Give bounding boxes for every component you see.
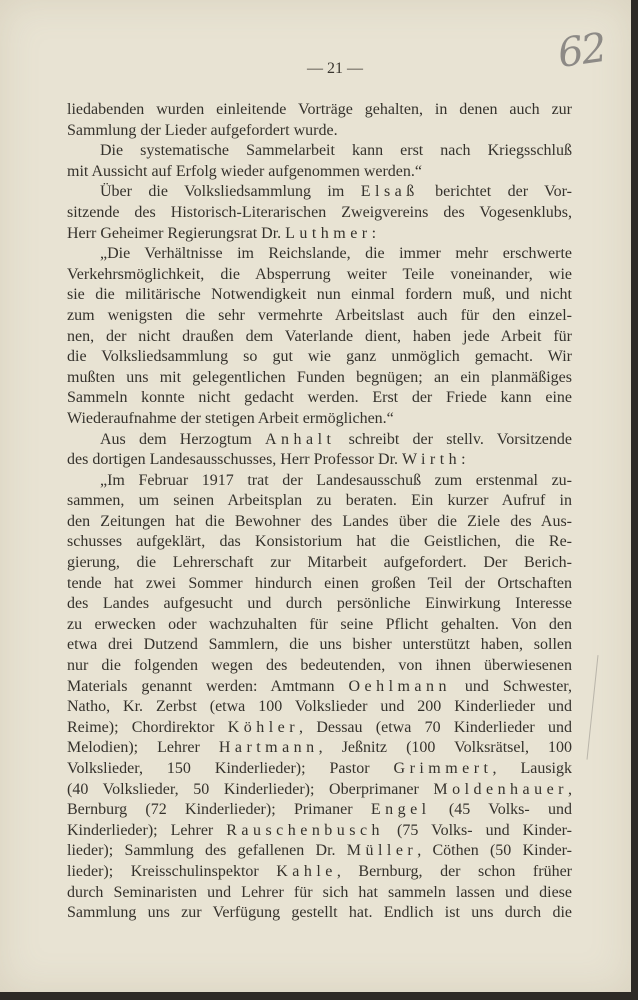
text-line: Wiederaufnahme der stetigen Arbeit ermöglichen.“	[67, 409, 394, 427]
text-line: den Zeitungen hat die Bewohner des Landes über die Ziele des Aus-	[67, 512, 572, 530]
page-number: — 21 —	[307, 60, 363, 77]
text-line: Melodien); Lehrer Hartmann, Jeßnitz (100 Volksrätsel, 100	[67, 739, 573, 757]
text-line: zu erwecken oder wachzuhalten für seine Pflicht gehalten. Von den	[67, 615, 572, 633]
text-line: schusses aufgeklärt, das Konsistorium hat die Geistlichen, die Re-	[67, 533, 572, 551]
text-line: sie die militärische Notwendigkeit nun einmal fordern muß, und nicht	[67, 286, 572, 304]
text-line: tende hat zwei Sommer hindurch einen großen Teil der Ortschaften	[67, 574, 572, 592]
text-line: Natho, Kr. Zerbst (etwa 100 Volkslieder und 200 Kinderlieder und	[67, 698, 572, 716]
spaced-name: Anhalt	[265, 430, 336, 448]
text-line: mußten uns mit gelegentlichen Funden begnügen; an ein planmäßiges	[67, 368, 572, 386]
text-line: Über die Volksliedsammlung im Elsaß berichtet der Vor-	[100, 183, 573, 201]
text-line: durch Seminaristen und Lehrer für sich hat sammeln lassen und diese	[67, 883, 572, 901]
spaced-name: Rauschenbusch	[226, 821, 385, 839]
text-line: nur die folgenden wegen des bedeutenden, von ihnen überwiesenen	[67, 657, 572, 675]
text-line: Materials genannt werden: Amtmann Oehlmann und Schwester,	[67, 677, 572, 695]
text-line: lieder); Kreisschulinspektor Kahle, Bernburg, der schon früher	[67, 862, 572, 880]
spaced-name: Kahle	[276, 862, 337, 880]
text-line: liedabenden wurden einleitende Vorträge gehalten, in denen auch zur	[67, 101, 572, 118]
text-line: Sammeln konnte nicht gedacht werden. Erst der Friede kann eine	[67, 389, 572, 407]
text-line: Kinderlieder); Lehrer Rauschenbusch (75 Volks- und Kinder-	[67, 821, 573, 839]
handwritten-folio-number: 62	[555, 24, 608, 78]
spaced-name: Hartmann	[218, 739, 319, 757]
text-line: sitzende des Historisch-Literarischen Zweigvereins des Vogesenklubs,	[67, 203, 572, 221]
text-line: des dortigen Landesausschusses, Herr Professor Dr. Wirth:	[67, 451, 466, 469]
text-line: Volkslieder, 150 Kinderlieder); Pastor Grimmert, Lausigk	[67, 760, 573, 777]
text-line: die Volksliedsammlung so gut wie ganz unmöglich gemacht. Wir	[67, 348, 572, 366]
text-line: Bernburg (72 Kinderlieder); Primaner Engel (45 Volks- und	[67, 801, 573, 819]
text-line: lieder); Sammlung des gefallenen Dr. Müller, Cöthen (50 Kinder-	[67, 842, 573, 860]
text-line: Sammlung uns zur Verfügung gestellt hat. Endlich ist uns durch die	[67, 904, 572, 922]
spaced-name: Moldenhauer	[433, 780, 568, 798]
spaced-name: Oehlmann	[348, 677, 451, 695]
spaced-name: Elsaß	[360, 183, 419, 201]
text-line: (40 Volkslieder, 50 Kinderlieder); Oberprimaner Moldenhauer,	[67, 780, 572, 798]
text-line: Herr Geheimer Regierungsrat Dr. Luthmer:	[67, 224, 377, 242]
text-line: des Landes aufgesucht und durch persönliche Einwirkung Interesse	[67, 595, 572, 613]
text-line: nen, der nicht draußen dem Vaterlande dient, haben jede Arbeit für	[67, 327, 572, 345]
text-line: Die systematische Sammelarbeit kann erst nach Kriegsschluß	[100, 142, 572, 160]
text-line: gierung, die Lehrerschaft zur Mitarbeit aufgefordert. Der Berich-	[67, 554, 572, 572]
body-text	[67, 100, 572, 924]
pencil-margin-mark	[587, 655, 601, 760]
text-line: Sammlung der Lieder aufgefordert wurde.	[67, 121, 338, 139]
text-line: mit Aussicht auf Erfolg wieder aufgenommen werden.“	[67, 162, 422, 180]
text-line: Reime); Chordirektor Köhler, Dessau (etwa 70 Kinderlieder und	[67, 718, 573, 736]
spaced-name: Grimmert	[393, 760, 493, 777]
text-line: „Die Verhältnisse im Reichslande, die immer mehr erschwerte	[100, 245, 572, 263]
spaced-name: Wirth	[402, 451, 462, 469]
text-line: zum wenigsten die sehr vermehrte Arbeitslast auch für den einzel-	[67, 306, 572, 324]
text-line: sammen, um seinen Arbeitsplan zu beraten. Ein kurzer Aufruf in	[67, 492, 572, 510]
spaced-name: Engel	[370, 801, 431, 819]
text-line: „Im Februar 1917 trat der Landesausschuß zum erstenmal zu-	[100, 471, 572, 489]
spaced-name: Köhler	[227, 718, 300, 736]
spaced-name: Müller	[346, 842, 418, 860]
spaced-name: Luthmer	[285, 224, 372, 242]
text-line: Verkehrsmöglichkeit, die Absperrung weiter Teile voneinander, wie	[67, 265, 572, 283]
text-line: etwa drei Dutzend Sammlern, die uns bisher unterstützt haben, sollen	[67, 636, 572, 654]
text-line: Aus dem Herzogtum Anhalt schreibt der stellv. Vorsitzende	[100, 430, 573, 448]
